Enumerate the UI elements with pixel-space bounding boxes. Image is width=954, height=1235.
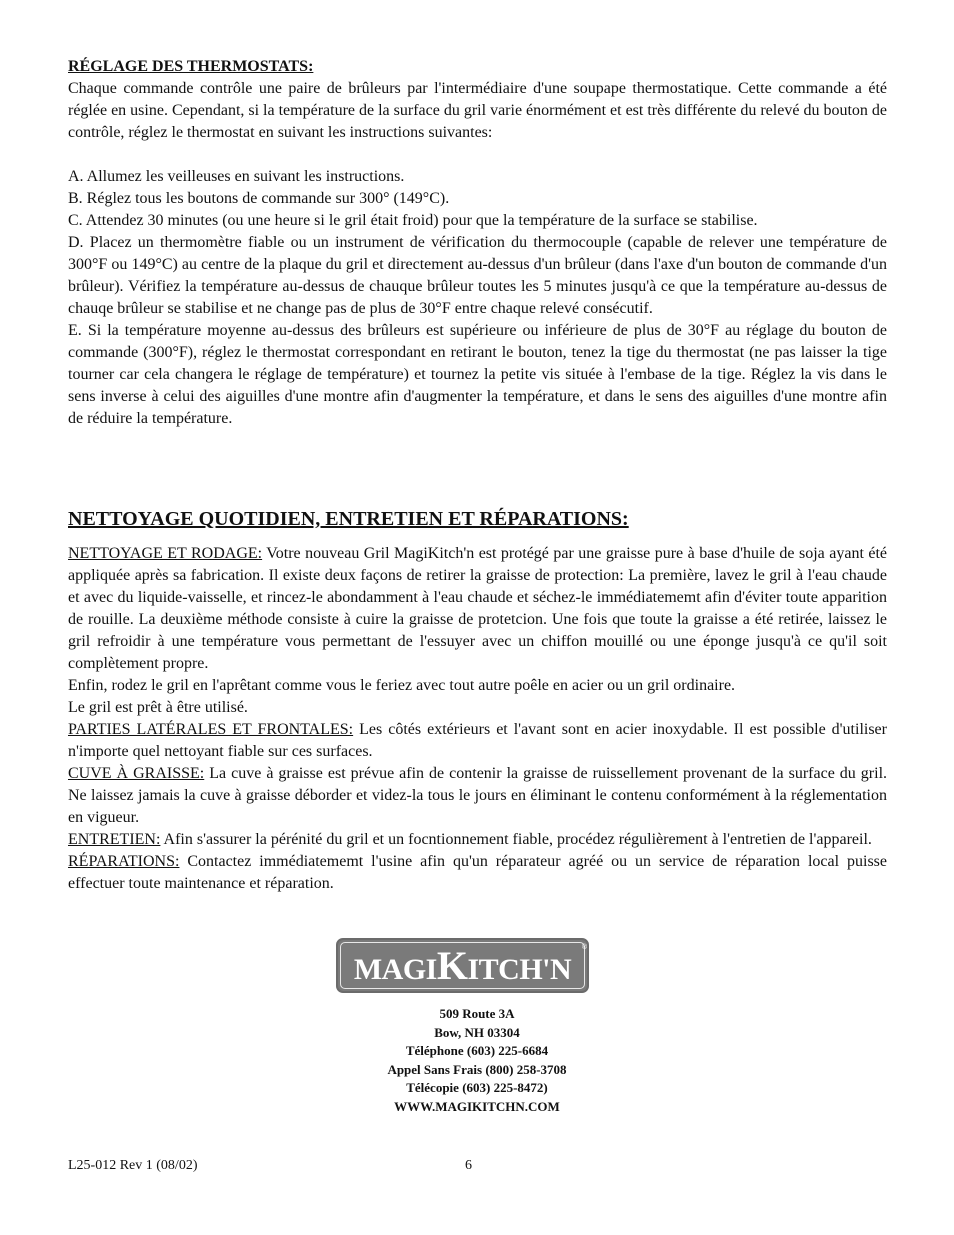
spacer — [68, 144, 887, 166]
logo-frame — [336, 938, 589, 993]
address-street: 509 Route 3A — [439, 1006, 515, 1021]
tray-text: La cuve à graisse est prévue afin de contenir la graisse de ruissellement provenant de la surface du gril. Ne laissez jamais la cuve à graisse déborder et videz-la tous le jours en éliminant le contenu conformément à la réglementation en vigueur. — [68, 765, 888, 826]
repair-paragraph — [68, 851, 887, 895]
cleaning-heading: NETTOYAGE QUOTIDIEN, ENTRETIEN ET RÉPARATIONS: — [68, 508, 629, 530]
step-d: D. Placez un thermomètre fiable ou un instrument de vérification du thermocouple (capable de relever une température de 300°F ou 149°C) au centre de la plaque du gril et directement au-dessus d'un brûleur (dans l'axe d'un bouton de commande d'un brûleur). Vérifiez la température au-dessus de chauque brûleur toutes les 5 minutes jusqu'à ce que la température au-dessus de chauqe brûleur se stabilise et ne change pas de plus de 30°F entre chaque relevé consécutif. — [68, 234, 887, 317]
maintenance-paragraph — [68, 829, 887, 851]
step-e: E. Si la température moyenne au-dessus des brûleurs est supérieure ou inférieure de plus de 30°F au réglage du bouton de commande (300°F), réglez le thermostat correspondant en retirant le bouton, tenez la tige du thermostat (ne pas laisser la tige tourner car cela changera le réglage de température) et tournez la petite vis située à l'embase de la tige. Réglez la vis dans le sens inverse à celui des aiguilles d'une montre afin d'augmenter la température, et dans le sens des aiguilles d'une montre afin de réduire la température. — [68, 322, 887, 427]
rodage-end-1: Enfin, rodez le gril en l'aprêtant comme vous le feriez avec tout autre poêle en acier ou un gril ordinaire. — [68, 677, 736, 694]
address-website: WWW.MAGIKITCHN.COM — [394, 1098, 560, 1114]
document-body — [68, 56, 887, 895]
logo-part-1: MAGI — [353, 953, 437, 986]
logo-part-3: ITCH'N — [467, 953, 572, 986]
page-number: 6 — [465, 1158, 472, 1173]
magikitchn-logo — [336, 938, 593, 997]
sides-label: PARTIES LATÉRALES ET FRONTALES: — [68, 721, 354, 738]
repair-label: RÉPARATIONS: — [68, 853, 180, 870]
step-c: C. Attendez 30 minutes (ou une heure si le gril était froid) pour que la température de la surface se stabilise. — [68, 212, 758, 229]
document-id: L25-012 Rev 1 (08/02) — [68, 1158, 198, 1173]
logo-wordmark — [354, 942, 571, 989]
address-phone: Téléphone (603) 225-6684 — [405, 1043, 549, 1058]
logo-inner-frame — [340, 942, 585, 989]
address-city: Bow, NH 03304 — [434, 1024, 520, 1040]
address-tollfree: Appel Sans Frais (800) 258-3708 — [387, 1061, 567, 1077]
tray-paragraph — [68, 763, 887, 829]
address-block — [0, 1005, 954, 1116]
thermostat-intro: Chaque commande contrôle une paire de brûleurs par l'intermédiaire d'une soupape thermostatique. Cette commande a été réglée en usine. Cependant, si la température de la surface du gril varie énormément et est très différente du relevé du bouton de contrôle, réglez le thermostat en suivant les instructions suivantes: — [68, 80, 887, 141]
repair-text: Contactez immédiatememt l'usine afin qu'un réparateur agréé ou un service de réparation local puisse effectuer toute maintenance et réparation. — [68, 853, 887, 892]
maintenance-text: Afin s'assurer la pérénité du gril et un focntionnement fiable, procédez régulièrement à l'entretien de l'appareil. — [160, 831, 872, 848]
rodage-paragraph — [68, 543, 887, 675]
address-fax: Télécopie (603) 225-8472) — [406, 1080, 548, 1095]
step-a: A. Allumez les veilleuses en suivant les instructions. — [68, 168, 405, 185]
tray-label: CUVE À GRAISSE: — [68, 765, 205, 782]
sides-paragraph — [68, 719, 887, 763]
rodage-label: NETTOYAGE ET RODAGE: — [68, 545, 263, 562]
registered-mark: ® — [581, 944, 587, 951]
rodage-text: Votre nouveau Gril MagiKitch'n est protégé par une graisse pure à base d'huile de soja ayant été appliquée après sa fabrication. Il existe deux façons de retirer la graisse de protection: La première, lavez le gril à l'eau chaude et avec du liquide-vaisselle, et rincez-le abondamment à l'eau chaude et séchez-le immédiatememt afin d'éviter toute apparition de rouille. La deuxième méthode consiste à cuire la graisse de protetcion. Une fois que toute la graisse a été retirée, laissez le gril refroidir à une température vous permettant de l'essuyer avec un chiffon mouillé ou une éponge jusqu'à ce qu'il soit complètement propre. — [68, 545, 887, 672]
logo-part-2: K — [436, 943, 468, 988]
maintenance-label: ENTRETIEN: — [68, 831, 161, 848]
thermostat-heading: RÉGLAGE DES THERMOSTATS: — [68, 58, 314, 75]
rodage-end-2: Le gril est prêt à être utilisé. — [68, 699, 248, 716]
sides-text: Les côtés extérieurs et l'avant sont en acier inoxydable. Il est possible d'utiliser n'importe quel nettoyant fiable sur ces surfaces. — [68, 721, 887, 760]
step-b: B. Réglez tous les boutons de commande sur 300° (149°C). — [68, 190, 450, 207]
